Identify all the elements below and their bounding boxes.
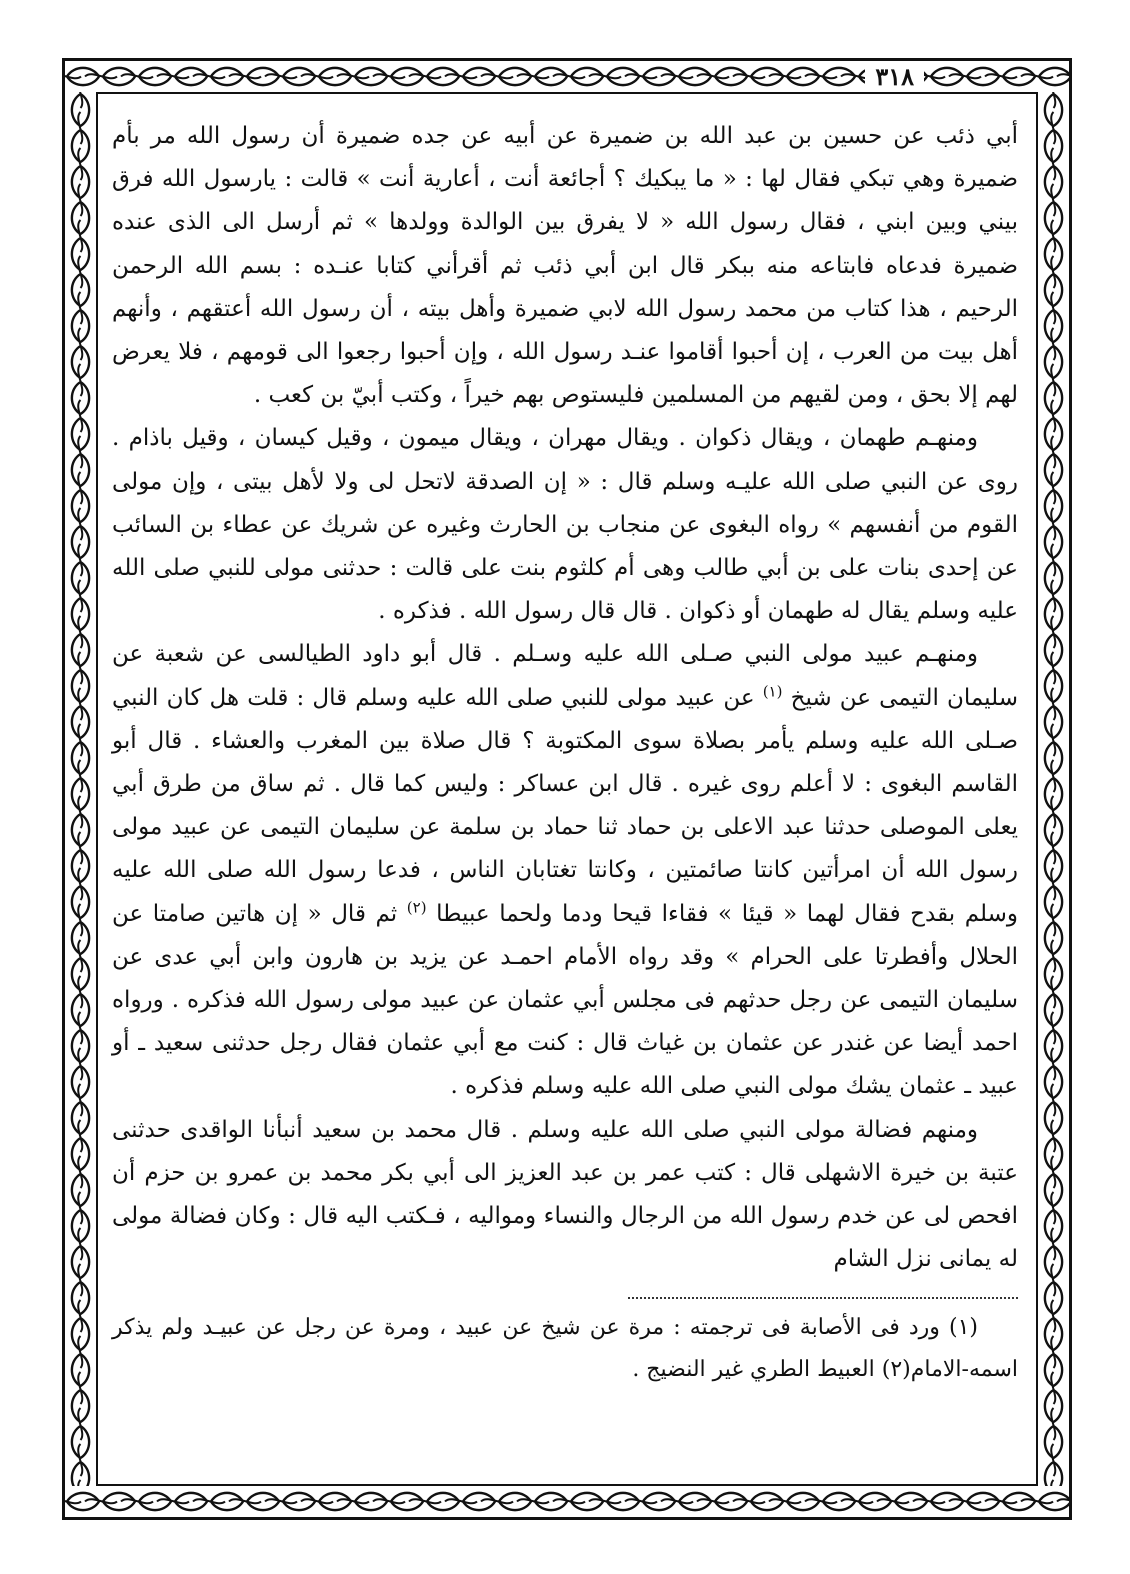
paragraph-ubaid <box>112 633 1018 1108</box>
footnote-ref-2: (٢) <box>406 898 427 916</box>
page-body <box>112 115 1018 1391</box>
footnote-ref-1: (١) <box>762 681 783 700</box>
chain-link-ornament-icon <box>65 92 96 1486</box>
paragraph-ubaid-part-1: ومنهـم عبيد مولى النبي صـلى الله عليه وسـلم . قال أبو داود الطيالسى عن شعبة عن سليمان التيمى عن شيخ <box>112 641 1019 711</box>
paragraph-abu-dhamira: أبي ذئب عن حسين بن عبد الله بن ضميرة عن أبيه عن جده ضميرة أن رسول الله مر بأم ضميرة وهي تبكي فقال لها : « ما يبكيك ؟ أجائعة أنت ، أعارية أنت » قالت : يارسول الله فرق بيني وبين ابني ، فقال رسول الله « لا يفرق بين الوالدة وولدها » ثم أرسل الى الذى عنده ضميرة فدعاه فابتاعه منه ببكر قال ابن أبي ذئب ثم أقرأني كتابا عنـده : بسم الله الرحمن الرحيم ، هذا كتاب من محمد رسول الله لابي ضميرة وأهل بيته ، أن رسول الله أعتقهم ، وأنهم أهل بيت من العرب ، إن أحبوا أقاموا عنـد رسول الله ، وإن أحبوا رجعوا الى قومهم ، فلا يعرض لهم إلا بحق ، ومن لقيهم من المسلمين فليستوص بهم خيراً ، وكتب أبيّ بن كعب . <box>112 123 1018 409</box>
border-left-band <box>65 92 96 1486</box>
border-right-band <box>1038 92 1069 1486</box>
footnote-text: (١) ورد فى الأصابة فى ترجمته : مرة عن شيخ عن عبيد ، ومرة عن رجل عن عبيـد ولم يذكر اسمه-الامام(٢) العبيط الطري غير النضيج . <box>112 1315 1018 1383</box>
paragraph-ubaid-part-2: عن عبيد مولى للنبي صلى الله عليه وسلم قال : قلت هل كان النبي صـلى الله عليه وسلم يأمر بصلاة سوى المكتوبة ؟ قال صلاة بين المغرب والعشاء . قال أبو القاسم البغوى : لا أعلم روى غيره . قال ابن عساكر : وليس كما قال . ثم ساق من طرق أبي يعلى الموصلى حدثنا عبد الاعلى بن حماد ثنا حماد بن سلمة عن سليمان التيمى عن عبيد مولى رسول الله أن امرأتين كانتا صائمتين ، وكانتا تغتابان الناس ، فدعا رسول الله صلى الله عليه وسلم بقدح فقال لهما « قيئا » فقاءا قيحا ودما ولحما عبيطا <box>112 684 1019 927</box>
chain-link-ornament-icon <box>1038 92 1069 1486</box>
footnotes <box>112 1307 1018 1391</box>
chain-link-ornament-icon <box>65 1486 1069 1517</box>
paragraph-tahman: ومنهـم طهمان ، ويقال ذكوان . ويقال مهران ، ويقال ميمون ، وقيل كيسان ، وقيل باذام . روى عن النبي صلى الله عليـه وسلم قال : « إن الصدقة لاتحل لى ولا لأهل بيتى ، وإن مولى القوم من أنفسهم » رواه البغوى عن منجاب بن الحارث وغيره عن شريك عن عطاء بن السائب عن إحدى بنات على بن أبي طالب وهى أم كلثوم بنت على قالت : حدثنى مولى للنبي صلى الله عليه وسلم يقال له طهمان أو ذكوان . قال قال رسول الله . فذكره . <box>112 425 1018 625</box>
page-number: ٣١٨ <box>865 64 924 90</box>
border-bottom-band <box>65 1486 1069 1517</box>
paragraph-ubaid-part-3: ثم قال « إن هاتين صامتا عن الحلال وأفطرتا على الحرام » وقد رواه الأمام احمـد عن يزيد بن هارون وابن أبي عدى عن سليمان التيمى عن رجل حدثهم فى مجلس أبي عثمان عن عبيد مولى رسول الله فذكره . ورواه احمد أيضا عن غندر عن عثمان بن غياث قال : كنت مع أبي عثمان فقال رجل حدثنى سعيد ـ أو عبيد ـ عثمان يشك مولى النبي صلى الله عليه وسلم فذكره . <box>112 900 1018 1100</box>
footnote-separator <box>628 1297 1018 1299</box>
paragraph-fadala: ومنهم فضالة مولى النبي صلى الله عليه وسلم . قال محمد بن سعيد أنبأنا الواقدى حدثنى عتبة بن خيرة الاشهلى قال : كتب عمر بن عبد العزيز الى أبي بكر محمد بن عمرو بن حزم أن افحص لى عن خدم رسول الله من الرجال والنساء ومواليه ، فـكتب اليه قال : وكان فضالة مولى له يمانى نزل الشام <box>112 1116 1018 1273</box>
